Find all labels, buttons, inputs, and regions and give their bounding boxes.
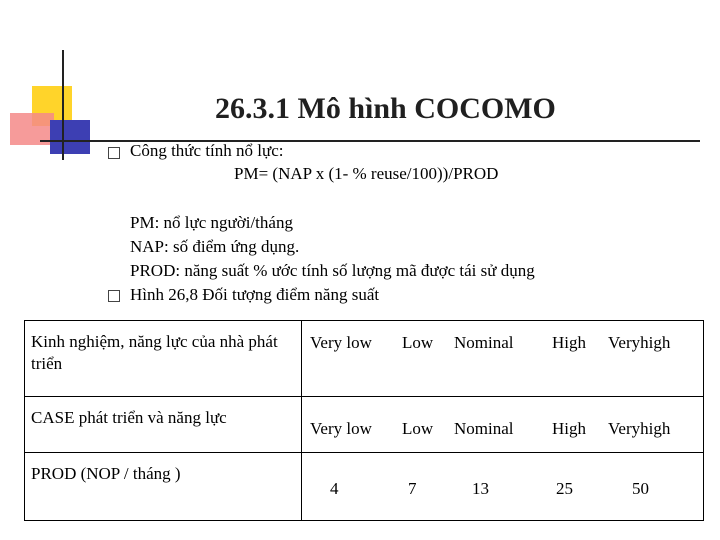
- level-value: Veryhigh: [608, 419, 671, 438]
- table-row-label: CASE phát triển và năng lực: [25, 397, 302, 453]
- prod-value: 25: [556, 479, 573, 498]
- level-value: High: [552, 333, 586, 352]
- bullet-square-icon: [108, 147, 120, 159]
- level-value: Low: [402, 419, 434, 438]
- level-value: Nominal: [454, 419, 514, 438]
- level-value: Low: [402, 333, 434, 352]
- table-row: [25, 397, 704, 453]
- bullet-text: Hình 26,8 Đối tượng điểm năng suất: [130, 285, 380, 304]
- prod-value: 4: [330, 479, 339, 498]
- decor-blue-square: [50, 120, 90, 154]
- table-values-cell: [302, 321, 704, 397]
- table-row-label: PROD (NOP / tháng ): [25, 453, 302, 521]
- bullet-square-icon: [108, 290, 120, 302]
- slide-title: 26.3.1 Mô hình COCOMO: [215, 92, 556, 125]
- prod-value: 50: [632, 479, 649, 498]
- productivity-table: [24, 320, 704, 521]
- prod-value: 13: [472, 479, 489, 498]
- table-row: [25, 453, 704, 521]
- definition-line: PM: nổ lực người/tháng: [130, 213, 293, 232]
- prod-value: 7: [408, 479, 417, 498]
- level-value: Very low: [310, 419, 372, 438]
- definition-line: PROD: năng suất % ước tính số lượng mã được tái sử dụng: [130, 261, 535, 280]
- table-values-cell: [302, 397, 704, 453]
- decor-vertical-line: [62, 50, 64, 160]
- formula: PM= (NAP x (1- % reuse/100))/PROD: [234, 164, 499, 183]
- level-value: Very low: [310, 333, 372, 352]
- level-value: Veryhigh: [608, 333, 671, 352]
- table-row-label: Kinh nghiệm, năng lực của nhà phát triển: [25, 321, 302, 397]
- level-value: Nominal: [454, 333, 514, 352]
- level-value: High: [552, 419, 586, 438]
- table-row: [25, 321, 704, 397]
- definition-line: NAP: số điểm ứng dụng.: [130, 237, 300, 256]
- table-values-cell: [302, 453, 704, 521]
- bullet-text: Công thức tính nổ lực:: [130, 141, 284, 160]
